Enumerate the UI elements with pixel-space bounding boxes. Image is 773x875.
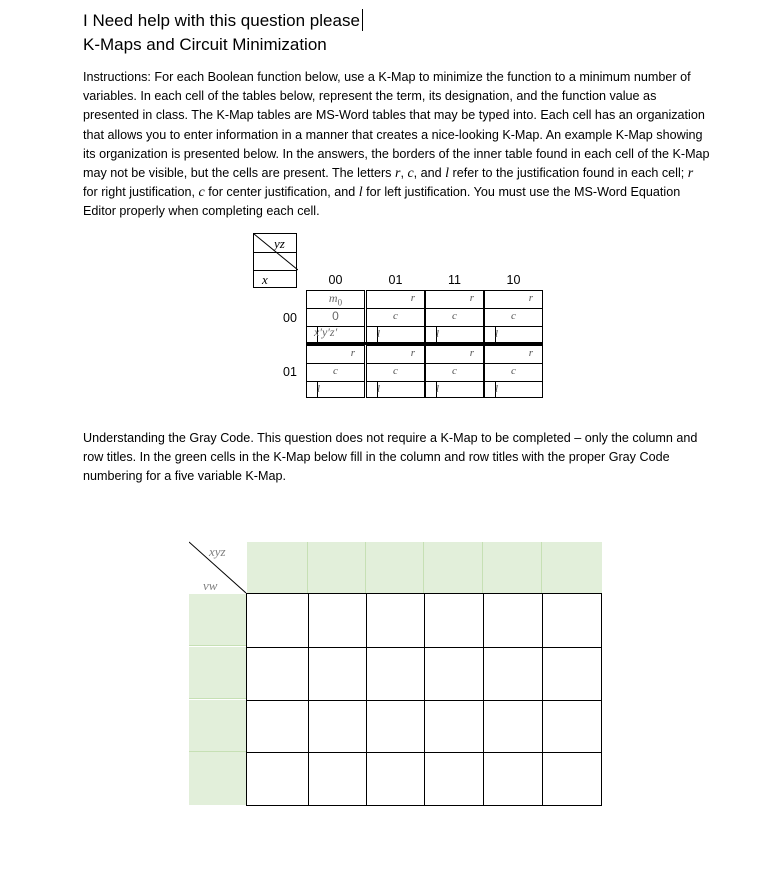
- kmap2-cell[interactable]: [542, 593, 602, 648]
- kmap2-cell[interactable]: [483, 647, 543, 701]
- col-title-cell[interactable]: [308, 542, 366, 594]
- justify-center-mark: c: [452, 310, 457, 322]
- justify-left-mark: l: [377, 328, 381, 340]
- kmap2-cell[interactable]: [246, 593, 309, 648]
- kmap2-cell[interactable]: [246, 700, 309, 753]
- justify-center-mark: c: [452, 365, 457, 377]
- question-title[interactable]: [83, 9, 363, 31]
- kmap2-cell[interactable]: [483, 593, 543, 648]
- justify-right-mark: r: [528, 347, 533, 359]
- kmap-header-box: [253, 233, 297, 288]
- row-title-cell[interactable]: [189, 594, 246, 646]
- kmap2-cell[interactable]: [366, 700, 425, 753]
- justify-center-mark: c: [511, 365, 516, 377]
- kmap-cell[interactable]: [425, 290, 484, 343]
- kmap2-cell[interactable]: [246, 752, 309, 806]
- col-title-cell[interactable]: [247, 542, 308, 594]
- col-title-cell[interactable]: [483, 542, 542, 594]
- kmap-cell[interactable]: [366, 345, 425, 398]
- col-title-cell[interactable]: [366, 542, 424, 594]
- minterm-label: $m_0$: [328, 291, 343, 308]
- justify-right-mark: r: [469, 292, 474, 304]
- kmap2-cell[interactable]: [366, 647, 425, 701]
- gray-code-paragraph: Understanding the Gray Code. This question does not require a K-Map to be completed – only the column and row titles. In the green cells in the K-Map below fill in the column and row titles with the proper Gray Code numbering for a five variable K-Map.: [83, 431, 698, 484]
- justify-center-mark: c: [393, 365, 398, 377]
- kmap-col-variable: yz: [274, 236, 285, 251]
- kmap2-row-variable: vw: [203, 578, 218, 593]
- kmap2-cell[interactable]: [542, 647, 602, 701]
- kmap-col-label: 11: [448, 273, 461, 287]
- justify-right-mark: r: [350, 347, 355, 359]
- kmap2-cell[interactable]: [366, 593, 425, 648]
- kmap2-cell[interactable]: [308, 752, 367, 806]
- kmap2-cell[interactable]: [542, 752, 602, 806]
- justify-right-mark: r: [410, 347, 415, 359]
- justify-left-mark: l: [436, 328, 440, 340]
- term-label: x′y′z′: [314, 325, 338, 339]
- row-title-cell[interactable]: [189, 752, 246, 805]
- row-divider: [306, 342, 543, 345]
- kmap-cell[interactable]: [425, 345, 484, 398]
- kmap-col-label: 00: [328, 273, 343, 287]
- kmap2-cell[interactable]: [542, 700, 602, 753]
- col-title-cell[interactable]: [424, 542, 483, 594]
- kmap-cell[interactable]: [306, 345, 365, 398]
- row-title-cell[interactable]: [189, 700, 246, 752]
- page-title: K-Maps and Circuit Minimization: [83, 35, 327, 54]
- justify-left-mark: l: [317, 383, 321, 395]
- kmap2-cell[interactable]: [246, 647, 309, 701]
- kmap-cell[interactable]: [484, 345, 543, 398]
- kmap-cell[interactable]: [366, 290, 425, 343]
- kmap-col-label: 01: [388, 273, 403, 287]
- justify-center-mark: c: [333, 365, 338, 377]
- justify-center-mark: c: [393, 310, 398, 322]
- kmap2-cell[interactable]: [366, 752, 425, 806]
- justify-left-mark: l: [377, 383, 381, 395]
- kmap-row-variable: x: [262, 272, 268, 287]
- kmap-cell-m0[interactable]: [306, 290, 365, 343]
- text-cursor: [362, 9, 363, 31]
- kmap2-cell[interactable]: [483, 700, 543, 753]
- kmap-row-label: 00: [283, 311, 297, 325]
- kmap2-cell[interactable]: [424, 700, 484, 753]
- justify-left-mark: l: [495, 383, 499, 395]
- question-text: I Need help with this question please: [83, 11, 360, 30]
- kmap2-col-variable: xyz: [209, 544, 226, 559]
- justify-left-mark: l: [495, 328, 499, 340]
- justify-right-mark: r: [469, 347, 474, 359]
- justify-center-mark: c: [511, 310, 516, 322]
- kmap-col-label: 10: [506, 273, 521, 287]
- justify-right-mark: r: [528, 292, 533, 304]
- kmap2-cell[interactable]: [424, 647, 484, 701]
- kmap2-cell[interactable]: [424, 752, 484, 806]
- kmap-cell[interactable]: [484, 290, 543, 343]
- col-title-cell[interactable]: [542, 542, 602, 594]
- function-value: 0: [332, 309, 339, 323]
- kmap2-cell[interactable]: [424, 593, 484, 648]
- instructions-paragraph: Instructions: For each Boolean function below, use a K-Map to minimize the function to a minimum number of variables. In each cell of the tables below, represent the term, its designation, and the function value as presented in class. The K-Map tables are MS-Word tables that may be typed into. Each cell has an organization that allows you to enter information in a manner that creates a nice-looking K-Map. An example K-Map showing its organization is presented below. In the answers, the borders of the inner table found in each cell of the K-Map may not be visible, but the cells are present. The letters r, c, and l refer to the justification found in each cell; r for right justification, c for center justification, and l for left justification. You must use the MS-Word Equation Editor properly when completing each cell.: [83, 70, 710, 219]
- justify-left-mark: l: [436, 383, 440, 395]
- kmap2-cell[interactable]: [308, 700, 367, 753]
- kmap2-cell[interactable]: [308, 647, 367, 701]
- kmap2-cell[interactable]: [483, 752, 543, 806]
- row-title-cell[interactable]: [189, 647, 246, 699]
- kmap-row-label: 01: [283, 365, 297, 379]
- kmap2-cell[interactable]: [308, 593, 367, 648]
- justify-right-mark: r: [410, 292, 415, 304]
